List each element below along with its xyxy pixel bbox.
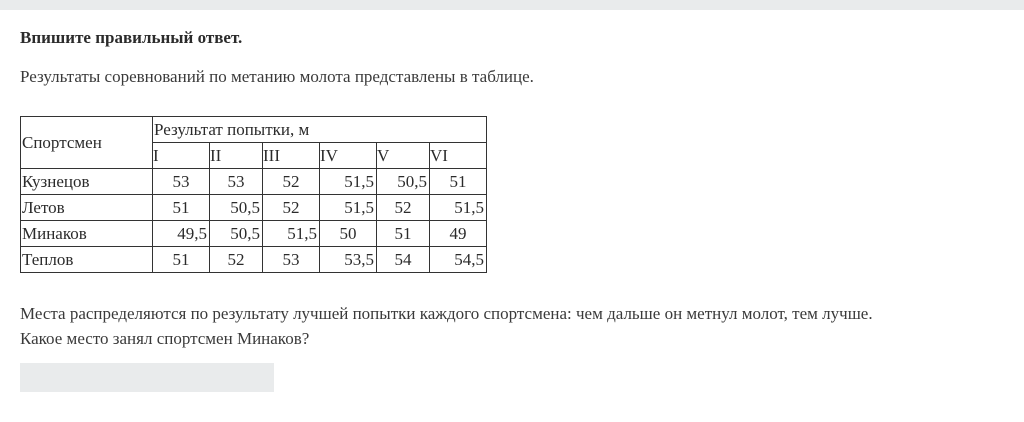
top-bar	[0, 0, 1024, 10]
question-line-1: Места распределяются по результату лучшей попытки каждого спортсмена: чем дальше он метнул молот, тем лучше.	[20, 304, 873, 323]
athlete-name: Кузнецов	[21, 169, 153, 195]
attempt-header: IV	[320, 143, 377, 169]
header-athlete: Спортсмен	[21, 117, 153, 169]
answer-input[interactable]	[20, 363, 274, 392]
result-cell: 51,5	[320, 169, 377, 195]
result-cell: 54,5	[430, 247, 487, 273]
task-content	[20, 27, 1010, 392]
athlete-name: Теплов	[21, 247, 153, 273]
attempt-header: II	[210, 143, 263, 169]
result-cell: 53,5	[320, 247, 377, 273]
task-intro: Результаты соревнований по метанию молота представлены в таблице.	[20, 67, 534, 86]
results-table	[20, 116, 487, 273]
table-row	[21, 195, 487, 221]
result-cell: 51	[153, 195, 210, 221]
result-cell: 51,5	[430, 195, 487, 221]
result-cell: 52	[263, 169, 320, 195]
result-cell: 51	[430, 169, 487, 195]
result-cell: 50,5	[210, 221, 263, 247]
result-cell: 49	[430, 221, 487, 247]
result-cell: 52	[377, 195, 430, 221]
result-cell: 50	[320, 221, 377, 247]
table-row	[21, 169, 487, 195]
result-cell: 52	[263, 195, 320, 221]
result-cell: 51,5	[263, 221, 320, 247]
result-cell: 49,5	[153, 221, 210, 247]
athlete-name: Минаков	[21, 221, 153, 247]
attempt-header: I	[153, 143, 210, 169]
result-cell: 51,5	[320, 195, 377, 221]
task-question	[20, 301, 1010, 351]
result-cell: 54	[377, 247, 430, 273]
table-row	[21, 221, 487, 247]
result-cell: 53	[210, 169, 263, 195]
task-instruction: Впишите правильный ответ.	[20, 28, 243, 47]
athlete-name: Летов	[21, 195, 153, 221]
result-cell: 52	[210, 247, 263, 273]
question-line-2: Какое место занял спортсмен Минаков?	[20, 329, 310, 348]
table-row	[21, 247, 487, 273]
result-cell: 51	[377, 221, 430, 247]
attempt-header: III	[263, 143, 320, 169]
result-cell: 51	[153, 247, 210, 273]
result-cell: 53	[153, 169, 210, 195]
attempt-header: V	[377, 143, 430, 169]
result-cell: 50,5	[210, 195, 263, 221]
header-result: Результат попытки, м	[153, 117, 487, 143]
table-header-row	[21, 117, 487, 143]
result-cell: 53	[263, 247, 320, 273]
result-cell: 50,5	[377, 169, 430, 195]
attempt-header: VI	[430, 143, 487, 169]
